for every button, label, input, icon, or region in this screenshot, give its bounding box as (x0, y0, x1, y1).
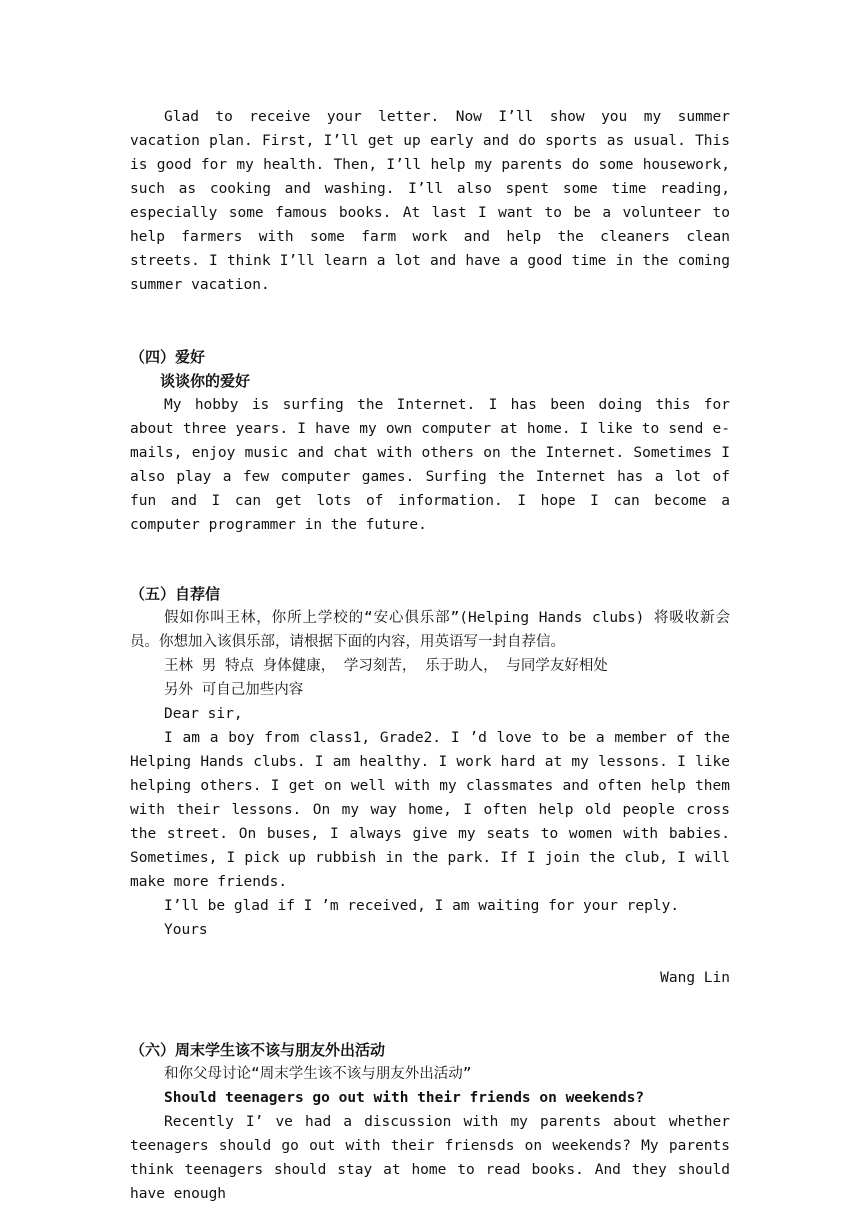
letter-valediction: Yours (164, 922, 208, 938)
letter-greeting: Dear sir, (164, 706, 243, 722)
section-four-subtitle: 谈谈你的爱好 (160, 372, 251, 390)
letter-body: I am a boy from class1, Grade2. I ’d love to be a member of the Helping Hands clubs. I am healthy. I work hard at my lessons. I like helping others. I get on well with my classmates and often help them with their lessons. On my way home, I often help old people cross the street. On buses, I always give my seats to women with babies. Sometimes, I pick up rubbish in the park. If I join the club, I will make more friends. (130, 730, 730, 890)
section-five-heading: （五）自荐信 (130, 585, 221, 603)
section-six-heading: （六）周末学生该不该与朋友外出活动 (130, 1041, 386, 1059)
summer-plan-essay: Glad to receive your letter. Now I’ll show you my summer vacation plan. First, I’ll get up early and do sports as usual. This is good for my health. Then, I’ll help my parents do some housework, such as cooking and washing. I’ll also spent some time reading, especially some famous books. At last I want to be a volunteer to help farmers with some farm work and help the cleaners clean streets. I think I’ll learn a lot and have a good time in the coming summer vacation. (130, 109, 730, 293)
self-recommendation-prompt: 假如你叫王林，你所上学校的“安心俱乐部”(Helping Hands clubs) 将吸收新会员。你想加入该俱乐部，请根据下面的内容，用英语写一封自荐信。 (130, 610, 730, 650)
hobby-essay: My hobby is surfing the Internet. I has been doing this for about three years. I have my own computer at home. I like to send e-mails, enjoy music and chat with others on the Internet. Sometimes I also play a few computer games. Surfing the Internet has a lot of fun and I can get lots of information. I hope I can become a computer programmer in the future. (130, 397, 730, 533)
letter-closing-line: I’ll be glad if I ’m received, I am waiting for your reply. (164, 898, 680, 914)
section-four-heading: （四）爱好 (130, 348, 206, 366)
personal-info-line: 王林 男 特点 身体健康， 学习刻苦， 乐于助人， 与同学友好相处 (164, 658, 608, 674)
extra-content-line: 另外 可自己加些内容 (164, 682, 304, 698)
essay-title: Should teenagers go out with their friends on weekends? (164, 1090, 645, 1106)
discussion-essay: Recently I’ ve had a discussion with my parents about whether teenagers should go out with their friensds on weekends? My parents think teenagers should stay at home to read books. And they should have enough (130, 1114, 730, 1202)
letter-signature: Wang Lin (660, 970, 730, 986)
document-page (130, 105, 730, 1206)
discussion-prompt: 和你父母讨论“周末学生该不该与朋友外出活动” (164, 1066, 472, 1082)
